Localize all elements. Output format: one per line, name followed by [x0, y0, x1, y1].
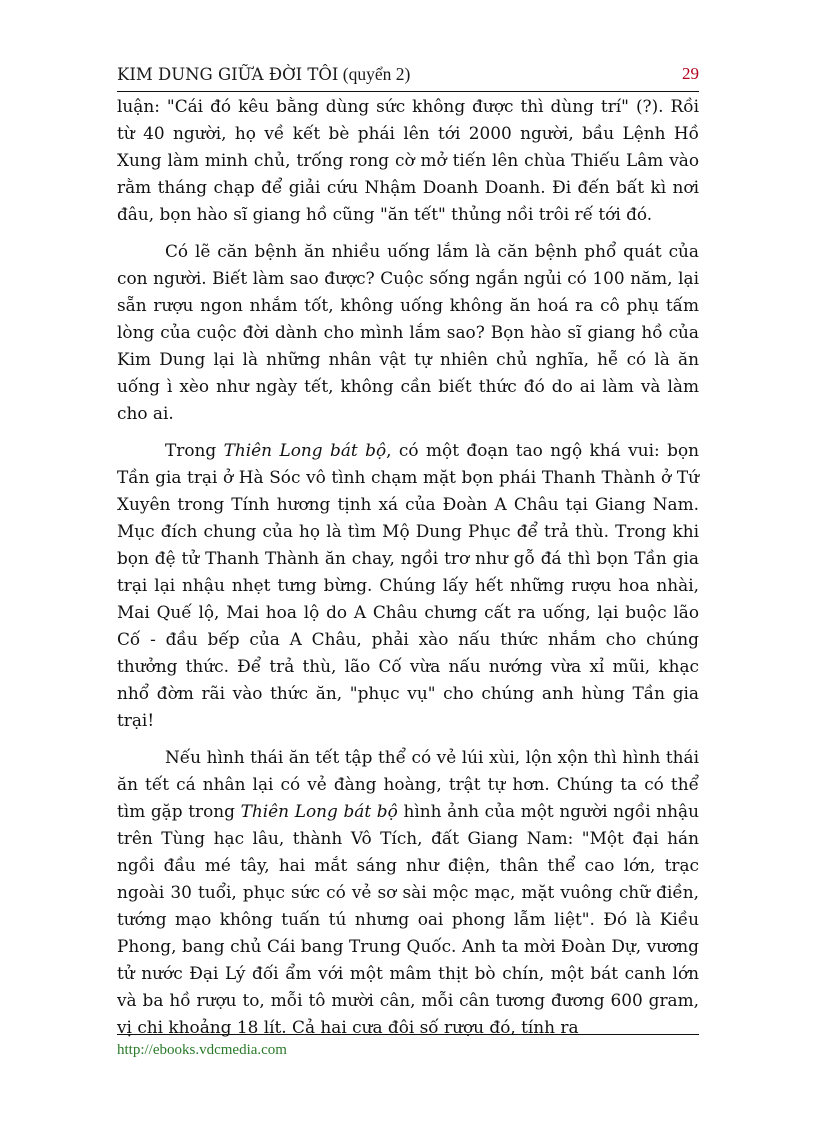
paragraph-text: luận: "Cái đó kêu bằng dùng sức không được thì dùng trí" (?). Rồi từ 40 người, họ về kết bè phái lên tới 2000 người, bầu Lệnh Hồ Xung làm minh chủ, trống rong cờ mở tiến lên chùa Thiếu Lâm vào rằm tháng chạp để giải cứu Nhậm Doanh Doanh. Đi đến bất kì nơi đâu, bọn hào sĩ giang hồ cũng "ăn tết" thủng nồi trôi rế tới đó. — [117, 96, 699, 224]
header-divider — [117, 91, 699, 92]
paragraph-text: Có lẽ căn bệnh ăn nhiều uống lắm là căn bệnh phổ quát của con người. Biết làm sao được? Cuộc sống ngắn ngủi có 100 năm, lại sẵn rượu ngon nhắm tốt, không uống không ăn hoá ra cô phụ tấm lòng của cuộc đời dành cho mình lắm sao? Bọn hào sĩ giang hồ của Kim Dung lại là những nhân vật tự nhiên chủ nghĩa, hễ có là ăn uống ì xèo như ngày tết, không cần biết thức đó do ai làm và làm cho ai. — [117, 241, 699, 423]
book-title — [117, 64, 410, 85]
running-header — [117, 62, 699, 88]
footer-link[interactable]: http://ebooks.vdcmedia.com — [117, 1042, 287, 1058]
paragraph-text: hình ảnh của một người ngồi nhậu trên Tùng hạc lâu, thành Vô Tích, đất Giang Nam: "Một đại hán ngồi đầu mé tây, hai mắt sáng như điện, thân thể cao lớn, trạc ngoài 30 tuổi, phục sức có vẻ sơ sài mộc mạc, mặt vuông chữ điền, tướng mạo không tuấn tú nhưng oai phong lẫm liệt". Đó là Kiều Phong, bang chủ Cái bang Trung Quốc. Anh ta mời Đoàn Dự, vương tử nước Đại Lý đối ẩm với một mâm thịt bò chín, một bát canh lớn và ba hồ rượu to, mỗi tô mười cân, mỗi cân tương đương 600 gram, vị chi khoảng 18 lít. Cả hai cưa đôi số rượu đó, tính ra — [117, 801, 699, 1037]
book-volume: (quyển 2) — [338, 64, 411, 84]
footer-divider — [117, 1034, 699, 1035]
book-title-reference: Thiên Long bát bộ — [223, 440, 387, 460]
book-title-main: KIM DUNG GIỮA ĐỜI TÔI — [117, 65, 339, 84]
paragraph-text: Trong — [165, 440, 224, 460]
book-title-reference: Thiên Long bát bộ — [240, 801, 398, 821]
page-number: 29 — [682, 64, 699, 83]
paragraph — [117, 437, 699, 734]
paragraph-text: , có một đoạn tao ngộ khá vui: bọn Tần gia trại ở Hà Sóc vô tình chạm mặt bọn phái Thanh Thành ở Tứ Xuyên trong Tính hương tịnh xá của Đoàn A Châu tại Giang Nam. Mục đích chung của họ là tìm Mộ Dung Phục để trả thù. Trong khi bọn đệ tử Thanh Thành ăn chay, ngồi trơ như gỗ đá thì bọn Tần gia trại lại nhậu nhẹt tưng bừng. Chúng lấy hết những rượu hoa nhài, Mai Quế lộ, Mai hoa lộ do A Châu chưng cất ra uống, lại buộc lão Cố - đầu bếp của A Châu, phải xào nấu thức nhắm cho chúng thưởng thức. Để trả thù, lão Cố vừa nấu nướng vừa xỉ mũi, khạc nhổ đờm rãi vào thức ăn, "phục vụ" cho chúng anh hùng Tần gia trại! — [117, 440, 699, 730]
paragraph — [117, 744, 699, 1041]
paragraph — [117, 93, 699, 228]
body-text — [117, 93, 699, 1051]
paragraph-text: Nếu hình thái ăn tết tập thể có vẻ lúi xùi, lộn xộn thì hình thái ăn tết cá nhân lại có vẻ đàng hoàng, trật tự hơn. Chúng ta có thể tìm gặp trong — [117, 747, 699, 821]
paragraph — [117, 238, 699, 427]
